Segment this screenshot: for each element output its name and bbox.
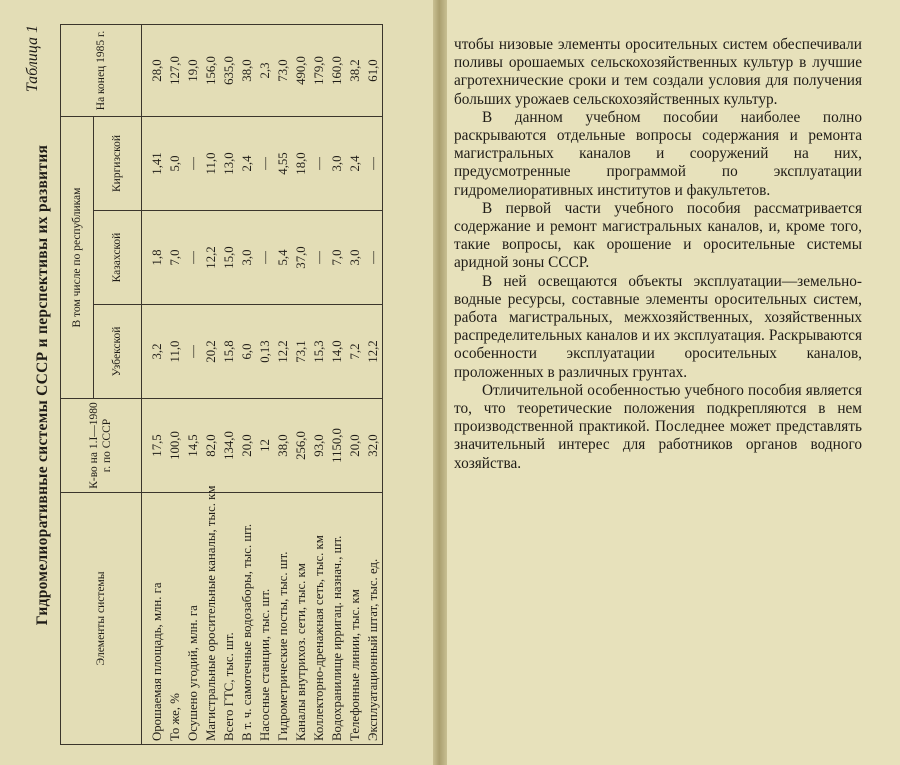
cell-uzbek: 3,2 [142,305,167,399]
row-label: Водохранилище ирригац. назнач., шт. [328,493,346,745]
cell-kazakh: 3,0 [346,211,364,305]
table-body [142,24,383,744]
cell-end-1985: 635,0 [220,24,238,116]
cell-ussr: 38,0 [274,399,292,493]
cell-uzbek: 15,8 [220,305,238,399]
row-label: Телефонные линии, тыс. км [346,493,364,745]
header-ussr: К-во на 1.I—1980 г. по СССР [61,399,142,493]
cell-kazakh: 15,0 [220,211,238,305]
cell-kyrgyz: 1,41 [142,116,167,210]
cell-kazakh: 5,4 [274,211,292,305]
cell-kyrgyz: 5,0 [166,116,184,210]
table-row [238,24,256,744]
table-row [142,24,167,744]
book-gutter [433,0,447,765]
row-label: В т. ч. самотечные водозаборы, тыс. шт. [238,493,256,745]
cell-kazakh: 37,0 [292,211,310,305]
cell-kyrgyz: 2,4 [238,116,256,210]
row-label: Гидрометрические посты, тыс. шт. [274,493,292,745]
data-table [60,24,383,745]
table-number: Таблица 1 [24,25,41,93]
table-row [184,24,202,744]
cell-end-1985: 38,0 [238,24,256,116]
row-label: Осушено угодий, млн. га [184,493,202,745]
table-row [166,24,184,744]
table-row [310,24,328,744]
header-kazakh: Казахской [94,211,142,305]
cell-ussr: 14,5 [184,399,202,493]
cell-end-1985: 160,0 [328,24,346,116]
table-title: Гидромелиоративные системы СССР и перспективы их развития [34,144,51,626]
cell-end-1985: 2,3 [256,24,274,116]
cell-kyrgyz: — [310,116,328,210]
cell-kazakh: 7,0 [328,211,346,305]
cell-kazakh: 1,8 [142,211,167,305]
cell-ussr: 20,0 [238,399,256,493]
cell-ussr: 82,0 [202,399,220,493]
cell-ussr: 134,0 [220,399,238,493]
body-text [454,36,862,473]
row-label: Магистральные оросительные каналы, тыс. км [202,493,220,745]
header-elements: Элементы системы [61,493,142,745]
table-row [292,24,310,744]
header-uzbek: Узбекской [94,305,142,399]
cell-kazakh: — [364,211,383,305]
cell-uzbek: 14,0 [328,305,346,399]
cell-kazakh: — [310,211,328,305]
cell-end-1985: 73,0 [274,24,292,116]
cell-end-1985: 179,0 [310,24,328,116]
cell-kyrgyz: 2,4 [346,116,364,210]
cell-kyrgyz: — [364,116,383,210]
paragraph-5: Отличительной особенностью учебного пособия является то, что теоретические положения подкрепляются в нем производственной практикой. Последнее может представлять значительный интерес для работников органов водного хозяйства. [454,381,862,472]
cell-kyrgyz: — [256,116,274,210]
cell-kyrgyz: 13,0 [220,116,238,210]
paragraph-3: В первой части учебного пособия рассматривается содержание и ремонт магистральных каналов, и, кроме того, такие вопросы, как орошение и оросительные системы аридной зоны СССР. [454,199,862,272]
cell-kazakh: — [256,211,274,305]
row-label: Всего ГТС, тыс. шт. [220,493,238,745]
row-label: Насосные станции, тыс. шт. [256,493,274,745]
cell-kyrgyz: 11,0 [202,116,220,210]
row-label: Каналы внутрихоз. сети, тыс. км [292,493,310,745]
header-end-1985: На конец 1985 г. [61,24,142,116]
rotated-table-block [22,25,414,745]
cell-ussr: 93,0 [310,399,328,493]
cell-uzbek: 20,2 [202,305,220,399]
cell-uzbek: 11,0 [166,305,184,399]
table-row [346,24,364,744]
table-row [328,24,346,744]
cell-ussr: 17,5 [142,399,167,493]
cell-kazakh: 7,0 [166,211,184,305]
cell-uzbek: — [184,305,202,399]
cell-kazakh: — [184,211,202,305]
table-row [364,24,383,744]
paragraph-2: В данном учебном пособии наиболее полно раскрываются отдельные вопросы содержания и ремонта магистральных каналов и сооружений на них, предусмотренные программой по эксплуатации гидромелиоративных институтов и факультетов. [454,108,862,199]
cell-uzbek: 0,13 [256,305,274,399]
cell-end-1985: 19,0 [184,24,202,116]
cell-end-1985: 61,0 [364,24,383,116]
cell-uzbek: 6,0 [238,305,256,399]
cell-end-1985: 38,2 [346,24,364,116]
cell-ussr: 12 [256,399,274,493]
cell-kyrgyz: 18,0 [292,116,310,210]
cell-ussr: 1150,0 [328,399,346,493]
cell-end-1985: 490,0 [292,24,310,116]
cell-uzbek: 12,2 [274,305,292,399]
row-label: Орошаемая площадь, млн. га [142,493,167,745]
paragraph-4: В ней освещаются объекты эксплуатации—земельно-водные ресурсы, составные элементы оросительных систем, работа магистральных, межхозяйственных, хозяйственных распределительных каналов и их эксплуатация. Раскрываются особенности эксплуатации оросительных каналов, проложенных в различных грунтах. [454,272,862,381]
header-kyrgyz: Киргизской [94,116,142,210]
cell-uzbek: 7,2 [346,305,364,399]
row-label: Эксплуатационный штат, тыс. ед. [364,493,383,745]
cell-kyrgyz: 3,0 [328,116,346,210]
cell-ussr: 100,0 [166,399,184,493]
table-header [61,24,142,744]
row-label: Коллекторно-дренажная сеть, тыс. км [310,493,328,745]
cell-uzbek: 12,2 [364,305,383,399]
cell-end-1985: 156,0 [202,24,220,116]
cell-end-1985: 28,0 [142,24,167,116]
table-row [220,24,238,744]
cell-kyrgyz: 4,55 [274,116,292,210]
cell-ussr: 256,0 [292,399,310,493]
cell-end-1985: 127,0 [166,24,184,116]
cell-ussr: 32,0 [364,399,383,493]
cell-ussr: 20,0 [346,399,364,493]
row-label: То же, % [166,493,184,745]
paragraph-1: чтобы низовые элементы оросительных систем обеспечивали поливы орошаемых сельскохозяйственных культур в лучшие агротехнические сроки и тем создали условия для получения больших урожаев сельскохозяйственных культур. [454,36,862,108]
cell-kyrgyz: — [184,116,202,210]
cell-uzbek: 15,3 [310,305,328,399]
table-row [202,24,220,744]
cell-kazakh: 12,2 [202,211,220,305]
cell-uzbek: 73,1 [292,305,310,399]
header-republics-group: В том числе по республикам [61,116,94,398]
table-row [256,24,274,744]
cell-kazakh: 3,0 [238,211,256,305]
table-row [274,24,292,744]
